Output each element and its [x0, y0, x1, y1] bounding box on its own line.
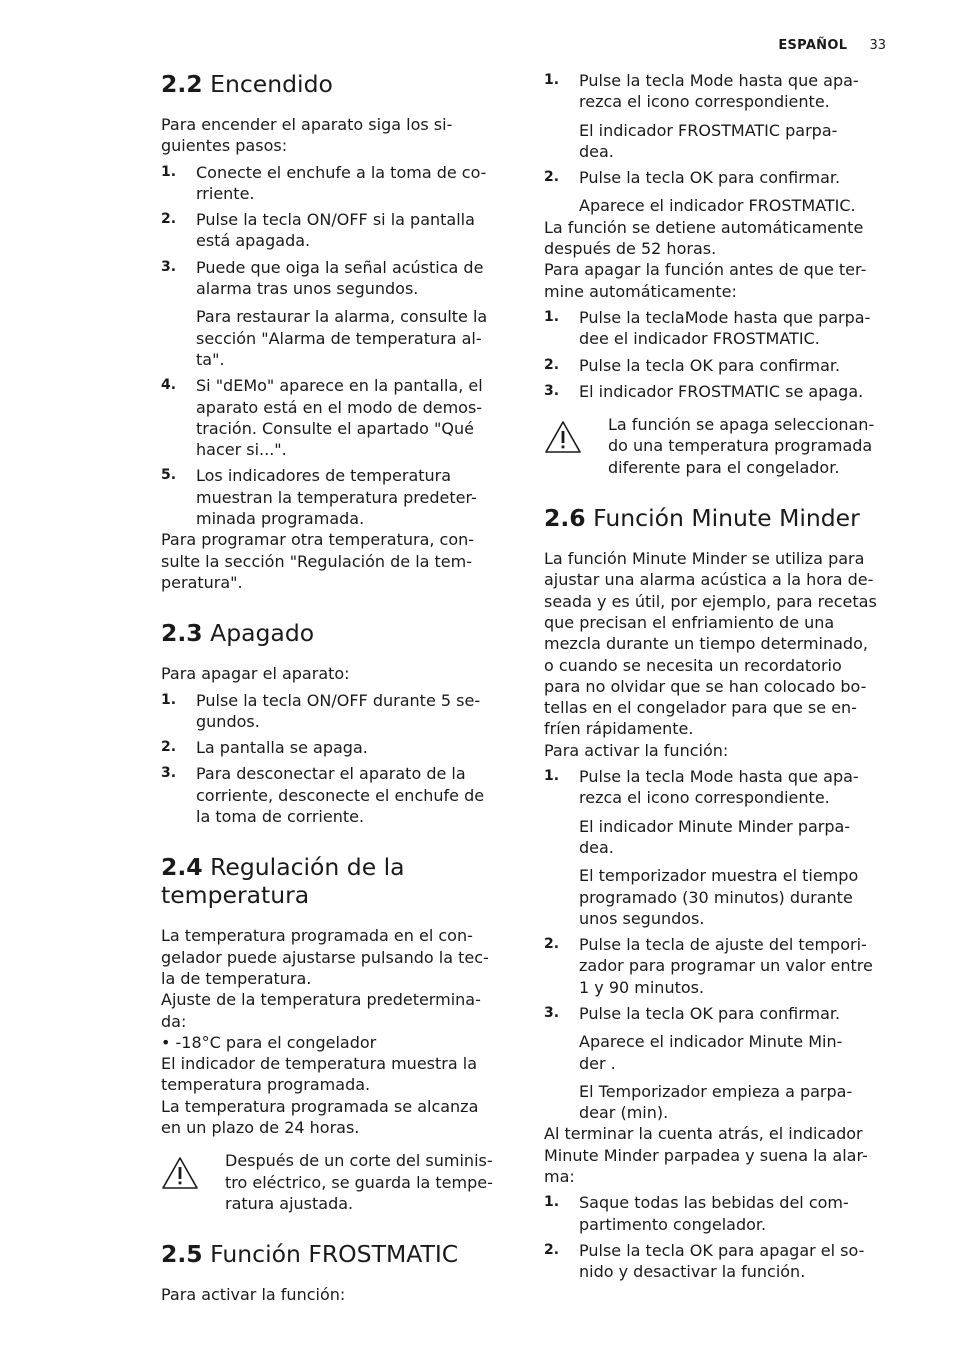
list-item: [544, 1003, 898, 1024]
text-line: dea.: [579, 837, 614, 857]
text-line: fríen rápidamente.: [544, 719, 694, 739]
section-number: 2.3: [161, 619, 203, 648]
text-line: Para programar otra temperatura, con-: [161, 530, 475, 550]
text-line: La función se apaga seleccionan-: [608, 415, 875, 435]
text-line: Pulse la teclaMode hasta que parpa-: [579, 307, 871, 327]
section-heading-2-5: [161, 1240, 513, 1268]
text-line: Para restaurar la alarma, consulte la: [196, 307, 488, 327]
text-line: temperatura programada.: [161, 1075, 371, 1095]
list-item: [544, 1192, 898, 1235]
text-line: ta".: [196, 349, 225, 369]
item-number: 1.: [161, 691, 177, 708]
text-line: Para encender el aparato siga los si-: [161, 115, 453, 134]
text-line: El indicador FROSTMATIC se apaga.: [579, 381, 864, 401]
item-number: 1.: [544, 72, 560, 88]
item-note: [544, 1031, 898, 1074]
list-item: [544, 934, 898, 998]
text-line: diferente para el congelador.: [608, 457, 840, 477]
list-item: [161, 257, 513, 300]
list-item: [544, 70, 898, 113]
item-note: [544, 120, 898, 163]
text-line: zador para programar un valor entre: [579, 956, 873, 976]
text-line: Los indicadores de temperatura: [196, 466, 452, 486]
list-item: [161, 763, 513, 827]
text-line: El Temporizador empieza a parpa-: [579, 1081, 853, 1101]
section-heading-2-2: [161, 70, 513, 98]
text-line: mezcla durante un tiempo determinado,: [544, 634, 868, 654]
item-number: 1.: [544, 1194, 560, 1211]
text-line: Pulse la tecla ON/OFF durante 5 se-: [196, 690, 481, 710]
text-line: ajustar una alarma acústica a la hora de-: [544, 570, 874, 590]
item-number: 3.: [161, 258, 177, 275]
text-line: La temperatura programada en el con-: [161, 926, 473, 946]
item-number: 2.: [544, 1241, 560, 1258]
item-note: Aparece el indicador FROSTMATIC.: [579, 196, 856, 216]
text-line: El indicador de temperatura muestra la: [161, 1054, 477, 1074]
text-line: partimento congelador.: [579, 1214, 767, 1234]
list-item: [161, 690, 513, 733]
list-item: [544, 1240, 898, 1283]
text-line: Pulse la tecla OK para confirmar.: [579, 1003, 841, 1023]
text-line: después de 52 horas.: [544, 239, 717, 259]
paragraph: [544, 1123, 898, 1187]
text-line: Conecte el enchufe a la toma de co-: [196, 162, 487, 182]
list-item: [161, 737, 513, 758]
text-line: dee el indicador FROSTMATIC.: [579, 329, 820, 349]
text-line: La función Minute Minder se utiliza para: [544, 549, 865, 569]
paragraph: [161, 1053, 513, 1138]
warning-note: [544, 414, 898, 478]
text-line: que precisan el enfriamiento de una: [544, 612, 835, 632]
item-note: [544, 816, 898, 859]
item-note: [544, 1081, 898, 1124]
text-line: para no olvidar que se han colocado bo-: [544, 676, 867, 696]
page-number: 33: [869, 38, 886, 53]
paragraph: Para apagar el aparato:: [161, 664, 350, 684]
item-number: 2.: [161, 739, 177, 756]
bullet-item: • -18°C para el congelador: [161, 1032, 377, 1052]
text-line: ratura ajustada.: [225, 1193, 354, 1213]
paragraph: [161, 529, 513, 593]
item-note: [161, 306, 513, 370]
paragraph: Para activar la función:: [161, 1285, 346, 1305]
section-number: 2.6: [544, 504, 586, 533]
list-item: [544, 381, 898, 402]
text-line: tro eléctrico, se guarda la tempe-: [225, 1172, 493, 1192]
text-line: Pulse la tecla ON/OFF si la pantalla: [196, 210, 475, 230]
paragraph: [544, 548, 898, 761]
text-line: Ajuste de la temperatura predetermina-: [161, 990, 481, 1010]
text-line: en un plazo de 24 horas.: [161, 1117, 360, 1137]
left-column: [161, 70, 513, 1305]
item-number: 1.: [544, 768, 560, 785]
section-number: 2.5: [161, 1240, 203, 1269]
item-number: 3.: [161, 765, 177, 782]
text-line: gundos.: [196, 711, 260, 731]
section-heading-2-3: [161, 619, 513, 647]
page-header: [778, 38, 886, 53]
text-line: do una temperatura programada: [608, 436, 873, 456]
paragraph: [161, 114, 513, 157]
text-line: minada programada.: [196, 509, 365, 529]
item-number: 2.: [161, 211, 177, 228]
text-line: La función se detiene automáticamente: [544, 217, 864, 237]
paragraph: [161, 925, 513, 1031]
list-item: [161, 209, 513, 252]
list-item: [544, 355, 898, 376]
list-item: [544, 766, 898, 809]
item-number: 2.: [544, 356, 560, 373]
text-line: corriente, desconecte el enchufe de: [196, 785, 485, 805]
text-line: Para desconectar el aparato de la: [196, 764, 466, 784]
text-line: Al terminar la cuenta atrás, el indicador: [544, 1124, 863, 1144]
text-line: está apagada.: [196, 231, 311, 251]
text-line: Pulse la tecla OK para confirmar.: [579, 355, 841, 375]
list-item: [544, 167, 898, 188]
list-item: [161, 162, 513, 205]
text-line: tellas en el congelador para que se en-: [544, 698, 857, 718]
list-item: [161, 465, 513, 529]
text-line: rriente.: [196, 183, 255, 203]
text-line: seada y es útil, por ejemplo, para recetas: [544, 591, 877, 611]
text-line: tración. Consulte el apartado "Qué: [196, 418, 474, 438]
text-line: nido y desactivar la función.: [579, 1262, 806, 1282]
text-line: Minute Minder parpadea y suena la alar-: [544, 1145, 868, 1165]
item-number: 4.: [161, 377, 177, 394]
text-line: la toma de corriente.: [196, 807, 365, 827]
text-line: aparato está en el modo de demos-: [196, 397, 483, 417]
list-item: [161, 375, 513, 460]
text-line: der .: [579, 1053, 616, 1073]
section-title: Encendido: [210, 70, 333, 98]
text-line: unos segundos.: [579, 908, 705, 928]
item-number: 2.: [544, 936, 560, 953]
text-line: 1 y 90 minutos.: [579, 977, 705, 997]
text-line: La temperatura programada se alcanza: [161, 1096, 479, 1116]
text-line: Para apagar la función antes de que ter-: [544, 260, 867, 280]
warning-note: [161, 1150, 513, 1214]
text-line: Saque todas las bebidas del com-: [579, 1193, 849, 1213]
text-line: dear (min).: [579, 1103, 669, 1123]
section-number: 2.4: [161, 853, 203, 882]
item-number: 1.: [161, 163, 177, 180]
text-line: alarma tras unos segundos.: [196, 279, 419, 299]
right-column: [544, 70, 898, 1283]
section-title: Función Minute Minder: [593, 504, 860, 533]
warning-icon: [544, 420, 582, 454]
text-line: dea.: [579, 141, 614, 161]
text-line: rezca el icono correspondiente.: [579, 92, 830, 112]
section-number: 2.2: [161, 70, 203, 98]
text-line: La pantalla se apaga.: [196, 738, 368, 758]
section-title-line: temperatura: [161, 881, 310, 910]
language-label: ESPAÑOL: [778, 38, 848, 53]
text-line: Puede que oiga la señal acústica de: [196, 257, 484, 277]
item-number: 1.: [544, 308, 560, 325]
section-heading-2-6: [544, 504, 898, 532]
text-line: gelador puede ajustarse pulsando la tec-: [161, 947, 489, 967]
text-line: guientes pasos:: [161, 136, 288, 156]
text-line: Si "dEMo" aparece en la pantalla, el: [196, 376, 483, 396]
section-title: Apagado: [210, 619, 315, 648]
text-line: Pulse la tecla OK para confirmar.: [579, 168, 841, 188]
text-line: Pulse la tecla Mode hasta que apa-: [579, 767, 859, 787]
text-line: o cuando se necesita un recordatorio: [544, 655, 842, 675]
text-line: hacer si...".: [196, 440, 287, 460]
list-item: [544, 307, 898, 350]
text-line: muestran la temperatura predeter-: [196, 487, 477, 507]
text-line: da:: [161, 1011, 187, 1031]
text-line: Después de un corte del suminis-: [225, 1151, 493, 1171]
text-line: ma:: [544, 1167, 575, 1187]
section-title: Regulación de la: [210, 853, 405, 882]
item-number: 3.: [544, 1004, 560, 1021]
text-line: Pulse la tecla de ajuste del tempori-: [579, 935, 867, 955]
text-line: peratura".: [161, 572, 243, 592]
item-number: 5.: [161, 467, 177, 484]
item-note: [544, 865, 898, 929]
text-line: Aparece el indicador Minute Min-: [579, 1032, 843, 1052]
text-line: El indicador FROSTMATIC parpa-: [579, 120, 838, 140]
item-number: 3.: [544, 382, 560, 399]
paragraph: [544, 217, 898, 302]
section-heading-2-4: [161, 853, 513, 909]
item-number: 2.: [544, 169, 560, 186]
text-line: Pulse la tecla Mode hasta que apa-: [579, 71, 859, 90]
section-title: Función FROSTMATIC: [210, 1240, 459, 1269]
warning-icon: [161, 1156, 199, 1190]
text-line: Pulse la tecla OK para apagar el so-: [579, 1240, 865, 1260]
text-line: El indicador Minute Minder parpa-: [579, 816, 851, 836]
text-line: mine automáticamente:: [544, 281, 737, 301]
text-line: programado (30 minutos) durante: [579, 887, 853, 907]
text-line: Para activar la función:: [544, 740, 729, 760]
text-line: sección "Alarma de temperatura al-: [196, 328, 482, 348]
text-line: sulte la sección "Regulación de la tem-: [161, 551, 472, 571]
text-line: rezca el icono correspondiente.: [579, 788, 830, 808]
text-line: la de temperatura.: [161, 968, 312, 988]
text-line: El temporizador muestra el tiempo: [579, 866, 859, 886]
